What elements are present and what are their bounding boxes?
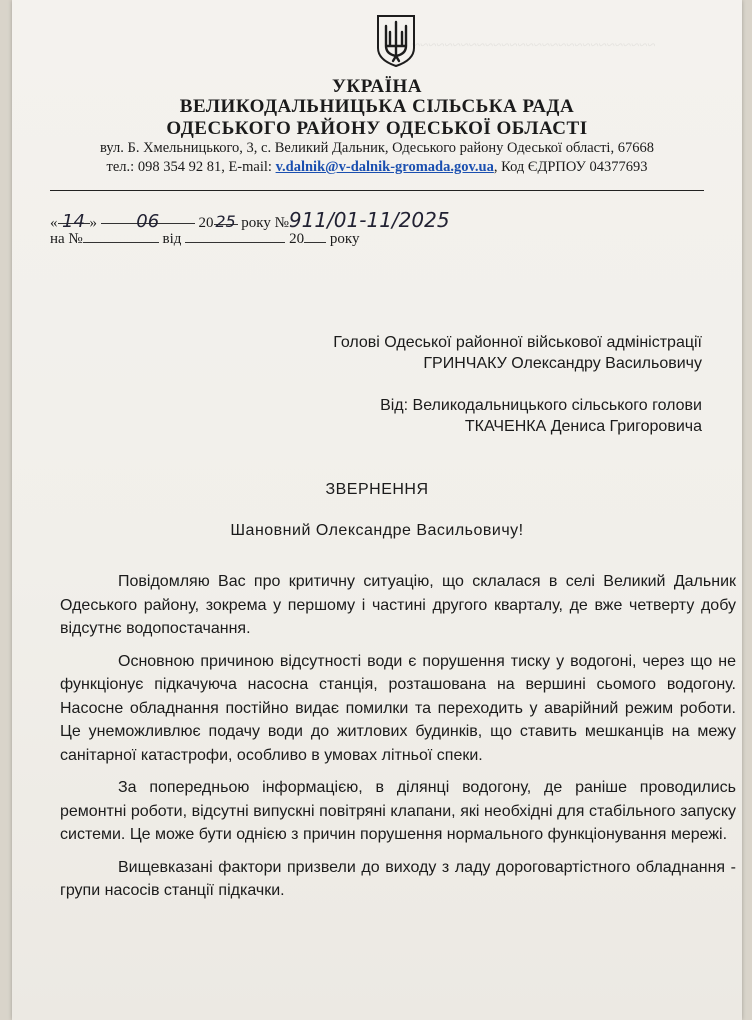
salutation: Шановний Олександре Васильовичу! bbox=[230, 522, 524, 539]
reference-line bbox=[50, 230, 359, 248]
contact-line bbox=[12, 159, 742, 176]
ref-year-prefix: 20 bbox=[289, 231, 305, 247]
addressee-block bbox=[333, 332, 702, 374]
edrpou-code: , Код ЄДРПОУ 04377693 bbox=[493, 159, 648, 175]
paragraph: Вищевказані фактори призвели до виходу з ладу дороговартістного обладнання - групи насосів станції підкачки. bbox=[60, 858, 736, 899]
council-heading: ВЕЛИКОДАЛЬНИЦЬКА СІЛЬСЬКА РАДА bbox=[179, 96, 575, 117]
addressee-position: Голові Одеської районної військової адміністрації bbox=[333, 334, 702, 351]
reg-day: 14 bbox=[58, 211, 90, 224]
reg-number: 911/01-11/2025 bbox=[288, 208, 450, 232]
addressee-name: ГРИНЧАКУ Олександру Васильовичу bbox=[423, 355, 702, 372]
letter-page bbox=[12, 0, 742, 1020]
ref-from-label: від bbox=[162, 231, 182, 247]
email-link[interactable]: v.dalnik@v-dalnik-gromada.gov.ua bbox=[275, 159, 494, 175]
district-heading: ОДЕСЬКОГО РАЙОНУ ОДЕСЬКОЇ ОБЛАСТІ bbox=[166, 118, 588, 139]
header-divider bbox=[50, 190, 704, 191]
reg-year-word: року № bbox=[241, 215, 289, 231]
sender-position: Від: Великодальницького сільського голови bbox=[380, 397, 702, 414]
reg-year-prefix: 20 bbox=[198, 215, 214, 231]
registration-line: « 14 » 06 20 25 року №911/01-11/2025 bbox=[50, 208, 450, 232]
paragraph: Повідомляю Вас про критичну ситуацію, що склалася в селі Великий Дальник Одеського району, зокрема у першому і частині другого кварталу, де вже четверту добу відсутнє водопостачання. bbox=[60, 573, 736, 637]
ref-on-label: на № bbox=[50, 231, 83, 247]
phone-text: тел.: 098 354 92 81, E-mail: bbox=[106, 159, 276, 175]
reg-month: 06 bbox=[101, 211, 195, 224]
document-title: ЗВЕРНЕННЯ bbox=[325, 481, 429, 498]
paragraph: Основною причиною відсутності води є порушення тиску у водогоні, через що не функціонує підкачуюча насосна станція, розташована на вершині сьомого водогону. Насосне обладнання постійно видає помилки та переходить у аварійний режим роботи. Це унеможливлює подачу води до житлових будинків, що ставить мешканців на межу санітарної катастрофи, особливо в умовах літньої спеки. bbox=[60, 652, 736, 764]
coat-of-arms-icon bbox=[374, 12, 418, 68]
country-heading: УКРАЇНА bbox=[331, 76, 422, 97]
bleed-through: ~~~~~~~~~~~~~~~~~~~~~~~~~~~~~~ bbox=[412, 38, 656, 54]
ref-year-word: року bbox=[329, 231, 360, 247]
address-line: вул. Б. Хмельницького, 3, с. Великий Дальник, Одеського району Одеської області, 67668 bbox=[100, 140, 654, 156]
sender-block bbox=[380, 395, 702, 437]
sender-name: ТКАЧЕНКА Дениса Григоровича bbox=[464, 418, 702, 435]
reg-year-suffix: 25 bbox=[215, 212, 236, 231]
paragraph: За попередньою інформацією, в ділянці водогону, де раніше проводились ремонтні роботи, відсутні випускні повітряні клапани, які необхідні для стабільного запуску системи. Це може бути однією з причин порушення нормального функціонування мережі. bbox=[60, 779, 736, 843]
letter-body bbox=[60, 570, 736, 912]
